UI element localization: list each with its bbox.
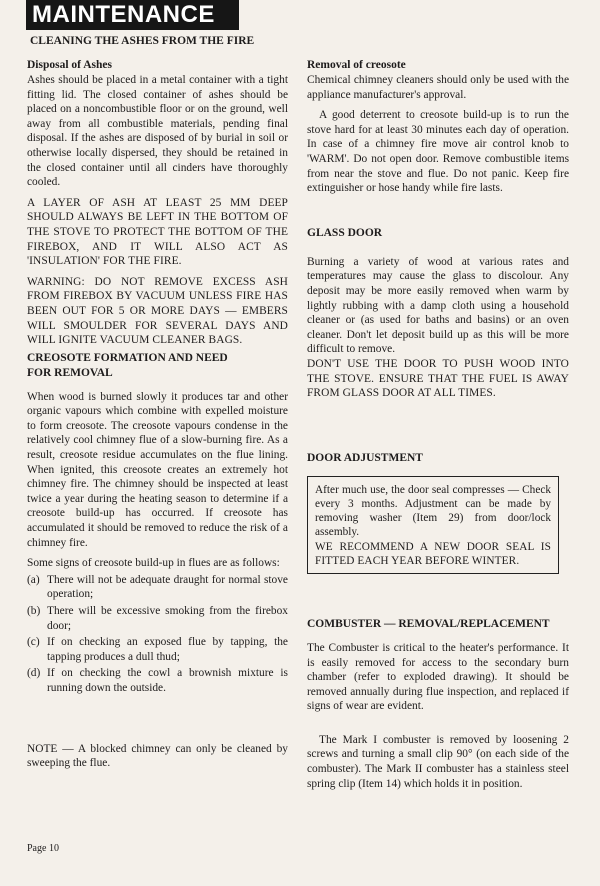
note-paragraph: NOTE — A blocked chimney can only be cleaned by sweeping the flue.: [27, 742, 288, 770]
list-item-label: (a): [27, 573, 40, 586]
right-column: [307, 58, 569, 791]
cleaning-ashes-title: CLEANING THE ASHES FROM THE FIRE: [30, 35, 255, 47]
section-banner: MAINTENANCE: [26, 0, 239, 30]
disposal-heading: Disposal of Ashes: [27, 59, 112, 71]
removal-heading: Removal of creosote: [307, 59, 406, 71]
glass-door-caps: DON'T USE THE DOOR TO PUSH WOOD INTO THE STOVE. ENSURE THAT THE FUEL IS AWAY FROM GLASS DOOR AT ALL TIMES.: [307, 357, 569, 400]
list-item-label: (c): [27, 636, 40, 649]
creosote-paragraph: When wood is burned slowly it produces tar and other organic vapours which combine with expelled moisture to form creosote. The creosote vapours condense in the relatively cool chimney flue of a slow-burning fire. As a result, creosote residue accumulates on the flue lining. When ignited, this creosote creates an extremely hot chimney fire. The chimney should be inspected at least twice a year during the heating season to determine if a creosote build-up has occurred. If creosote has accumulated it should be removed to reduce the risk of a chimney fire.: [27, 390, 288, 549]
combuster-paragraph: The Combuster is critical to the heater's performance. It is easily removed for access to the secondary burn chamber (refer to exploded drawing). It should be removed annually during flue inspection, and replaced if signs of wear are evident.: [307, 641, 569, 713]
door-adjustment-heading: DOOR ADJUSTMENT: [307, 451, 423, 464]
combuster-heading: COMBUSTER — REMOVAL/REPLACEMENT: [307, 617, 550, 630]
list-item: [27, 635, 288, 664]
ash-layer-paragraph: A LAYER OF ASH AT LEAST 25 MM DEEP SHOULD ALWAYS BE LEFT IN THE BOTTOM OF THE STOVE TO PROTECT THE BOTTOM OF THE FIREBOX, AND IT WILL ALSO ACT AS 'INSULATION' FOR THE FIRE.: [27, 196, 288, 268]
list-item-text: There will be excessive smoking from the firebox door;: [47, 605, 288, 632]
creosote-heading-line2: FOR REMOVAL: [27, 366, 113, 379]
door-adjustment-caps: WE RECOMMEND A NEW DOOR SEAL IS FITTED EACH YEAR BEFORE WINTER.: [315, 540, 551, 567]
creosote-heading: [27, 351, 288, 381]
signs-intro: Some signs of creosote build-up in flues are as follows:: [27, 557, 280, 570]
deterrent-paragraph: A good deterrent to creosote build-up is to run the stove hard for at least 30 minutes each day of operation. In case of a chimney fire move air control knob to 'WARM'. Do not open door. Remove combustible items from near the stove and flue. Do not panic. Keep fire extinguisher or hose handy while fire lasts.: [307, 109, 569, 195]
disposal-paragraph: Ashes should be placed in a metal container with a tight fitting lid. The closed container of ashes should be placed on a noncombustible floor or on the ground, well away from all combustible materials, pending final disposal. If the ashes are disposed of by burial in soil or otherwise locally dispersed, they should be retained in the closed container until all cinders have thoroughly cooled.: [27, 74, 288, 189]
list-item-label: (d): [27, 667, 41, 680]
glass-door-paragraph: Burning a variety of wood at various rates and temperatures may cause the glass to discolour. Any deposit may be more easily removed when warm by lightly rubbing with a damp cloth using a household cleaner or (as used for baths and basins) or an oven cleaner. Don't let deposit build up as this will be more difficult to remove.: [307, 255, 569, 356]
left-column: [27, 34, 288, 771]
door-adjustment-box: [307, 476, 559, 574]
door-adjustment-text: After much use, the door seal compresses — Check every 3 months. Adjustment can be made by removing washer (Item 29) from door/lock assembly.: [315, 483, 551, 539]
list-item-text: If on checking the cowl a brownish mixture is running down the outside.: [47, 667, 288, 694]
list-item-text: There will not be adequate draught for normal stove operation;: [47, 573, 288, 601]
signs-list: [27, 573, 288, 696]
list-item: [27, 604, 288, 633]
creosote-heading-line1: CREOSOTE FORMATION AND NEED: [27, 351, 228, 364]
list-item-label: (b): [27, 605, 41, 617]
list-item: [27, 573, 288, 602]
mark-combuster-paragraph: The Mark I combuster is removed by loosening 2 screws and turning a small clip 90° (on each side of the combuster). The Mark II combuster has a stainless steel spring clip (Item 14) which holds it in position.: [307, 733, 569, 790]
page-number: Page 10: [27, 843, 59, 854]
list-item: [27, 666, 288, 695]
glass-door-heading: GLASS DOOR: [307, 226, 383, 239]
list-item-text: If on checking an exposed flue by tapping, the tapping produces a dull thud;: [47, 636, 288, 663]
removal-paragraph: Chemical chimney cleaners should only be used with the appliance manufacturer's approval.: [307, 74, 569, 101]
warning-paragraph: WARNING: DO NOT REMOVE EXCESS ASH FROM FIREBOX BY VACUUM UNLESS FIRE HAS BEEN OUT FOR 5 OR MORE DAYS — EMBERS WILL SMOULDER FOR SEVERAL DAYS AND WILL IGNITE VACUUM CLEANER BAGS.: [27, 275, 288, 347]
